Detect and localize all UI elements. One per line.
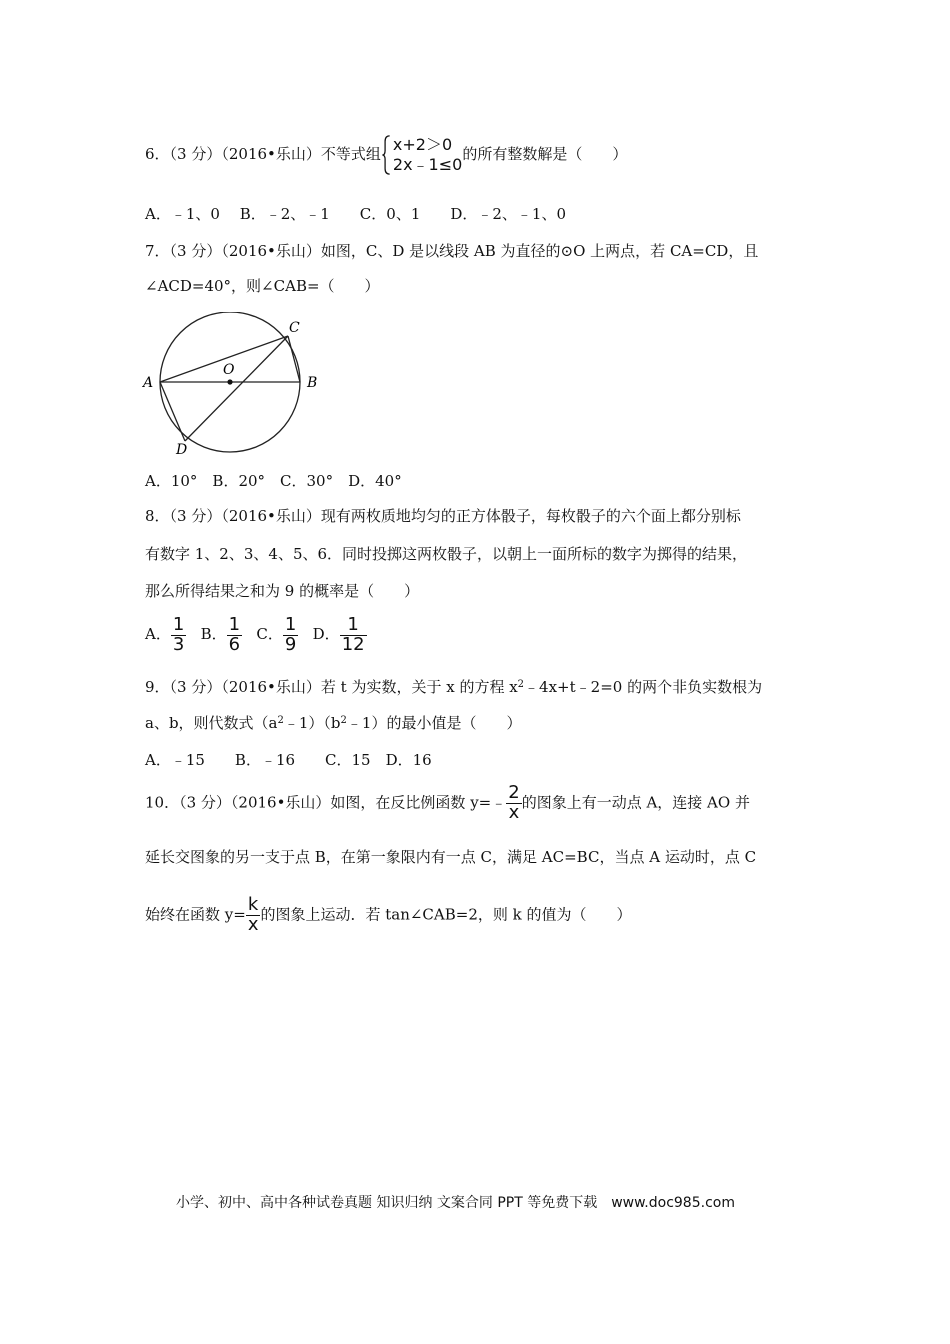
exponent: 2: [517, 679, 525, 690]
label-o: O: [223, 362, 235, 378]
q10-line-3-a: 始终在函数 y=: [145, 905, 246, 924]
q9-line-2-c: ﹣1）的最小值是（ ）: [346, 714, 522, 732]
option-label: B．: [200, 625, 227, 644]
inequality-system: [381, 135, 462, 175]
center-point: [227, 379, 232, 384]
exponent: 2: [340, 715, 347, 726]
q10-line-1-b: 的图象上有一动点 A，连接 AO 并: [521, 793, 750, 812]
q6-prefix: 6．（3 分）（2016•乐山）不等式组: [145, 145, 381, 163]
fraction: [283, 616, 298, 655]
fraction: [227, 616, 242, 655]
q8-line-3: 那么所得结果之和为 9 的概率是（ ）: [145, 582, 420, 600]
q7-line-1: 7．（3 分）（2016•乐山）如图，C、D 是以线段 AB 为直径的⊙O 上两点，若 CA=CD，且: [145, 242, 759, 260]
numerator: 1: [284, 614, 297, 635]
fraction-2-over-x: [506, 784, 521, 823]
numerator: 1: [340, 616, 367, 636]
q9-line-2: [145, 712, 521, 733]
label-b: B: [307, 375, 318, 391]
denominator: 3: [172, 633, 185, 655]
chord-cd: [185, 336, 288, 441]
q6-options: A．﹣1、0 B．﹣2、﹣1 C．0、1 D．﹣2、﹣1、0: [145, 205, 567, 223]
q10-line-3: [145, 896, 632, 935]
q8-option-b: [200, 614, 242, 655]
q10-line-3-b: 的图象上运动．若 tan∠CAB=2，则 k 的值为（ ）: [260, 905, 632, 924]
q10-line-2: 延长交图象的另一支于点 B，在第一象限内有一点 C，满足 AC=BC，当点 A 运动时，点 C: [145, 848, 757, 866]
numerator: 1: [228, 614, 241, 635]
label-c: C: [289, 320, 300, 336]
denominator: 6: [228, 633, 241, 655]
label-d: D: [176, 442, 188, 458]
label-a: A: [143, 375, 154, 391]
q9-line-1: [145, 676, 762, 697]
inequality-line-2: 2x﹣1≤0: [392, 155, 463, 174]
fraction-k-over-x: [246, 896, 261, 935]
numerator: k: [246, 896, 261, 916]
brace-icon: [381, 135, 391, 175]
numerator: 1: [172, 614, 185, 635]
inequality-line-1: x+2＞0: [392, 135, 453, 154]
q8-line-2: 有数字 1、2、3、4、5、6．同时投掷这两枚骰子，以朝上一面所标的数字为掷得的结果，: [145, 545, 748, 563]
q10-line-1-a: 10．（3 分）（2016•乐山）如图，在反比例函数 y=﹣: [145, 793, 507, 812]
chord-ad: [160, 382, 185, 441]
q9-options: A．﹣15 B．﹣16 C．15 D．16: [145, 751, 432, 769]
q8-line-1: 8．（3 分）（2016•乐山）现有两枚质地均匀的正方体骰子，每枚骰子的六个面上都分别标: [145, 507, 741, 525]
chord-cb: [288, 336, 300, 382]
denominator: 9: [284, 633, 297, 655]
option-label: C．: [256, 625, 283, 644]
q9-line-1-a: 9．（3 分）（2016•乐山）若 t 为实数，关于 x 的方程 x: [145, 678, 518, 696]
q10-line-1: [145, 784, 750, 823]
question-6: [145, 132, 627, 176]
denominator: x: [247, 913, 259, 935]
circle-figure: [140, 312, 330, 462]
q8-option-a: [145, 614, 186, 655]
q7-options: A．10° B．20° C．30° D．40°: [145, 472, 402, 490]
q9-line-2-b: ﹣1）（b: [283, 714, 341, 732]
option-label: A．: [145, 625, 171, 644]
q6-suffix: 的所有整数解是（ ）: [462, 145, 628, 163]
q7-line-2: ∠ACD=40°，则∠CAB=（ ）: [145, 277, 380, 295]
footer-text: 小学、初中、高中各种试卷真题 知识归纳 文案合同 PPT 等免费下载 www.doc985.com: [176, 1195, 735, 1211]
fraction: [340, 616, 367, 655]
denominator: 12: [341, 633, 365, 655]
fraction: [171, 616, 186, 655]
q8-options: [145, 616, 367, 655]
q8-option-c: [256, 614, 298, 655]
exponent: 2: [277, 715, 284, 726]
q9-line-2-a: a、b，则代数式（a: [145, 714, 278, 732]
option-label: D．: [312, 625, 340, 644]
denominator: x: [508, 801, 520, 823]
q8-option-d: [312, 614, 367, 655]
q9-line-1-b: ﹣4x+t﹣2=0 的两个非负实数根为: [524, 678, 763, 696]
numerator: 2: [508, 782, 520, 803]
